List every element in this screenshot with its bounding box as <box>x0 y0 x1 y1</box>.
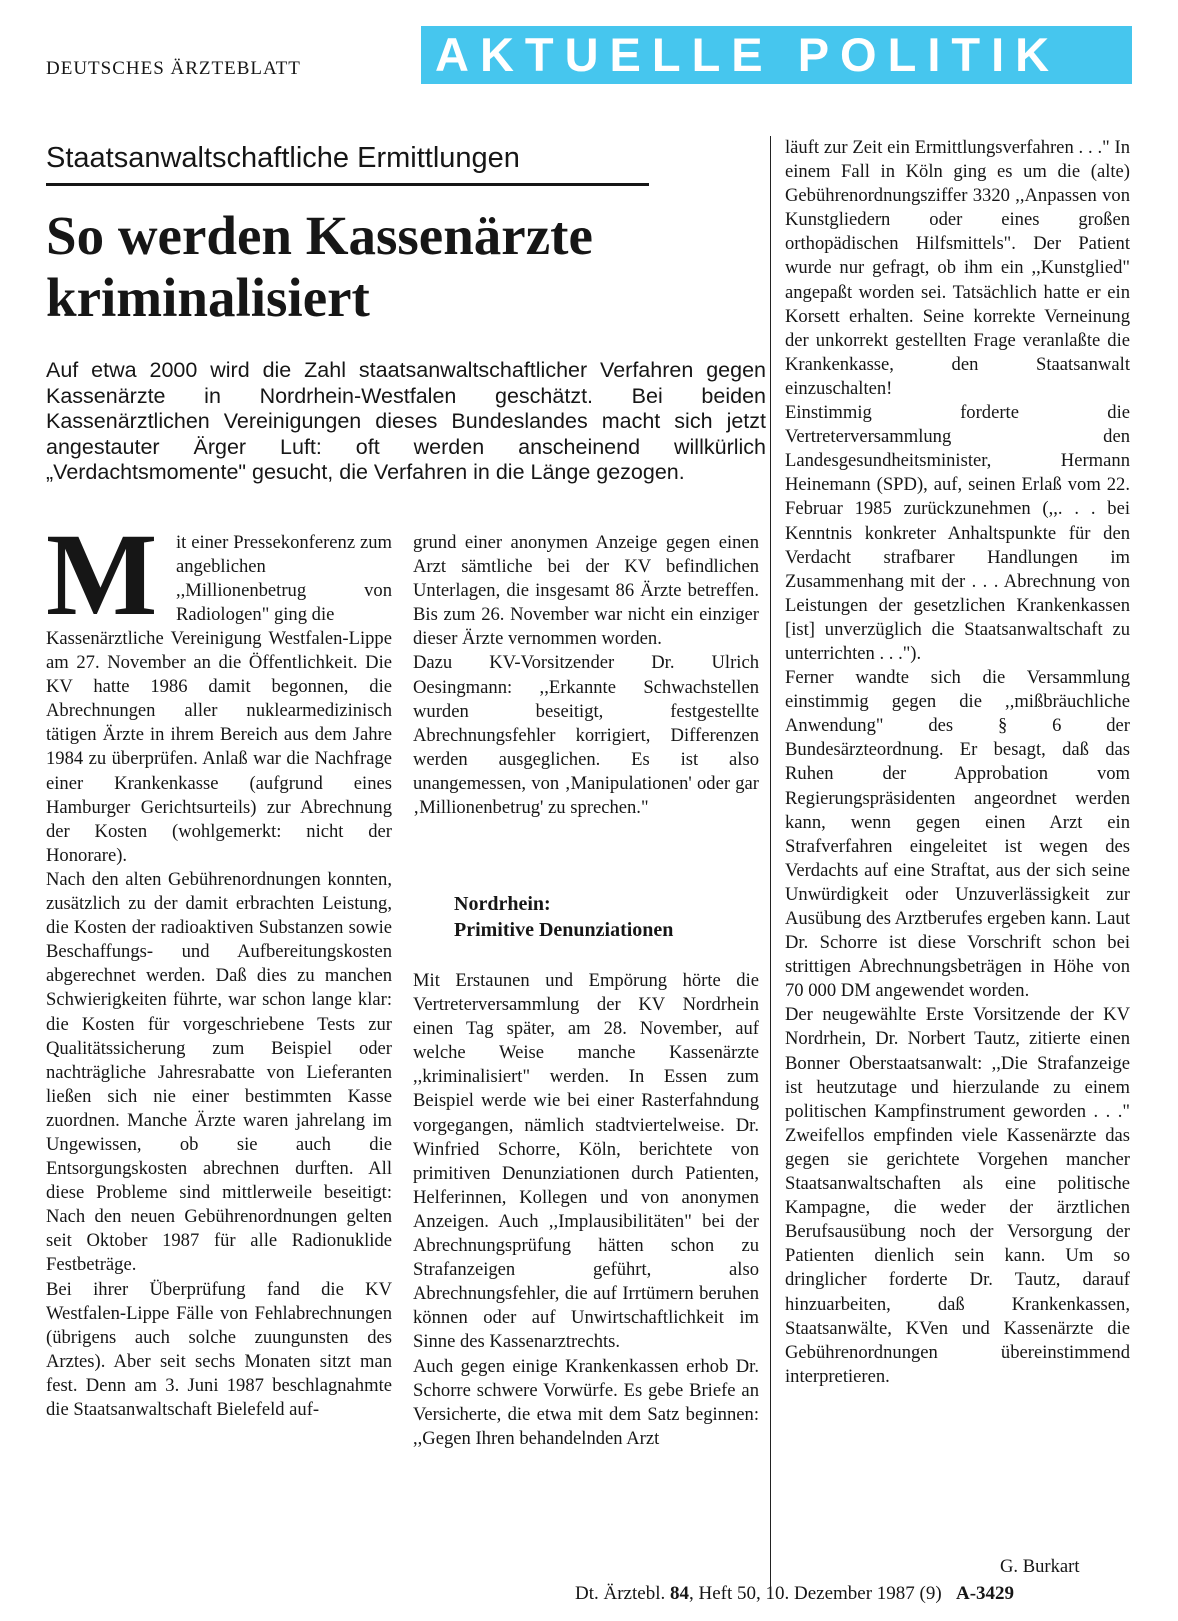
section-subheading: Nordrhein: Primitive Denunziationen <box>454 893 674 941</box>
kicker-underline <box>46 183 649 186</box>
drop-cap: M <box>46 509 158 640</box>
footer-volume: 84 <box>669 1583 689 1604</box>
footer-source: Dt. Ärztebl. <box>575 1583 666 1604</box>
column-2-text-bottom: Mit Erstaunen und Empörung hörte die Vertreterversammlung der KV Nordrhein einen Tag später, am 28. November, auf welche Weise manche Kassenärzte ,,kriminalisiert" werden. In Essen zum Beispiel werde wie bei einer Rasterfahndung vorgegangen, nämlich stadtviertelweise. Dr. Winfried Schorre, Köln, berichtete von primitiven Denunziationen durch Patienten, Helferinnen, Kollegen und von anonymen Anzeigen. Auch ,,Implausibilitäten" bei der Abrechnungsprüfung hätten schon zu Strafanzeigen geführt, also Abrechnungsfehler, die auf Irrtümern beruhen können oder auf Unwirtschaftlichkeit im Sinne des Kassenarztrechts. Auch gegen einige Krankenkassen erhob Dr. Schorre schwere Vorwürfe. Es gebe Briefe an Versicherte, die etwa mit dem Satz beginnen: ,,Gegen Ihren behandelnden Arzt <box>413 970 759 1449</box>
article-headline: So werden Kassenärzte kriminalisiert <box>46 205 593 328</box>
column-1-text: Kassenärztliche Vereinigung Westfalen-Lippe am 27. November an die Öffentlichkeit. Die KV hatte 1986 damit begonnen, die Abrechnungen aller nuklearmedizinisch tätigen Ärzte in ihrem Bereich aus dem Jahre 1984 zu überprüfen. Anlaß war die Nachfrage einer Krankenkasse (aufgrund eines Hamburger Gerichtsurteils) zur Abrechnung der Kosten (wohlgemerkt: nicht der Honorare). Nach den alten Gebührenordnungen konnten, zusätzlich zu der damit erbrachten Leistung, die Kosten der radioaktiven Substanzen sowie Beschaffungs- und Aufbereitungskosten abgerechnet werden. Daß dies zu manchen Schwierigkeiten führte, war schon lange klar: die Kosten für vorgeschriebene Tests zur Qualitätssicherung zum Beispiel oder nachträgliche Jahresrabatte von Lieferanten ließen sich nie einer bestimmten Kasse zuordnen. Manche Ärzte waren jahrelang im Ungewissen, ob sie auch die Entsorgungskosten abrechnen durften. All diese Probleme sind mittlerweile beseitigt: Nach den neuen Gebührenordnungen gelten seit Oktober 1987 für alle Radionuklide Festbeträge. Bei ihrer Überprüfung fand die KV Westfalen-Lippe Fälle von Fehlabrechnungen (übrigens auch solche zuungunsten des Arztes). Aber seit sechs Monaten sitzt man fest. Denn am 3. Juni 1987 beschlagnahmte die Staatsanwaltschaft Bielefeld auf- <box>46 628 392 1420</box>
footer-issue: , Heft 50, 10. Dezember 1987 (9) <box>688 1583 942 1604</box>
article-lead: Auf etwa 2000 wird die Zahl staatsanwaltschaftlicher Verfahren gegen Kassenärzte in Nordrhein-Westfalen geschätzt. Bei beiden Kassenärztlichen Vereinigungen dieses Bundeslandes macht sich jetzt angestauter Ärger Luft: oft werden anscheinend willkürlich „Verdachtsmomente" gesucht, die Verfahren in die Länge gezogen. <box>46 358 766 485</box>
column-1-opening: it einer Pressekonferenz zum angeblichen ,,Millionenbetrug von Radiologen" ging die <box>176 532 392 626</box>
column-3-text: läuft zur Zeit ein Ermittlungsverfahren . . ." In einem Fall in Köln ging es um die (alte) Gebührenordnungsziffer 3320 ,,Anpassen von Kunstgliedern oder eines großen orthopädischen Hilfsmittels". Der Patient wurde nur gefragt, ob ihm ein ,,Kunstglied" angepaßt worden sei. Tatsächlich hatte er ein Korsett erhalten. Seine korrekte Verneinung der unkorrekt gestellten Frage veranlaßte die Krankenkasse, den Staatsanwalt einzuschalten! Einstimmig forderte die Vertreterversammlung den Landesgesundheitsminister, Hermann Heinemann (SPD), auf, seinen Erlaß vom 22. Februar 1985 zurückzunehmen (,,. . . bei Kenntnis konkreter Anhaltspunkte für den Verdacht strafbarer Handlungen im Zusammenhang mit der . . . Abrechnung von Leistungen der gesetzlichen Krankenkassen [ist] unverzüglich die Staatsanwaltschaft zu unterrichten . . ."). Ferner wandte sich die Versammlung einstimmig gegen die ,,mißbräuchliche Anwendung" des § 6 der Bundesärzteordnung. Er besagt, daß das Ruhen der Approbation vom Regierungspräsidenten angeordnet werden kann, wenn gegen einen Arzt ein Strafverfahren eingeleitet ist wegen des Verdachts auf eine Straftat, aus der sich seine Unwürdigkeit oder Unzuverlässigkeit zur Ausübung des Arztberufes ergeben kann. Laut Dr. Schorre ist diese Vorschrift schon bei strittigen Abrechnungsbeträgen in Höhe von 70 000 DM angewendet worden. Der neugewählte Erste Vorsitzende der KV Nordrhein, Dr. Norbert Tautz, zitierte einen Bonner Oberstaatsanwalt: ,,Die Strafanzeige ist heutzutage und hierzulande zu einem politischen Kampfinstrument geworden . . ." Zweifellos empfinden viele Kassenärzte das gegen sie gerichtete Vorgehen mancher Staatsanwaltschaften als eine politische Kampagne, die weder der ärztlichen Berufsausübung noch der Versorgung der Patienten dienlich sein kann. Um so dringlicher forderte Dr. Tautz, darauf hinzuarbeiten, daß Krankenkassen, Staatsanwälte, KVen und Kassenärzte die Gebührenordnungen übereinstimmend interpretieren. <box>785 137 1130 1387</box>
page-footer <box>575 1583 1014 1605</box>
column-divider <box>770 136 771 1587</box>
column-2-text-top: grund einer anonymen Anzeige gegen einen Arzt sämtliche bei der KV befindlichen Unterlagen, die insgesamt 86 Ärzte betreffen. Bis zum 26. November war nicht ein einziger dieser Ärzte vernommen worden. Dazu KV-Vorsitzender Dr. Ulrich Oesingmann: ,,Erkannte Schwachstellen wurden beseitigt, festgestellte Abrechnungsfehler korrigiert, Differenzen werden ausgeglichen. Es ist also unangemessen, von ‚Manipulationen' oder gar ‚Millionenbetrug' zu sprechen." <box>413 532 759 819</box>
author-signature: G. Burkart <box>1000 1556 1080 1577</box>
article-kicker: Staatsanwaltschaftliche Ermittlungen <box>46 142 520 174</box>
section-banner: AKTUELLE POLITIK <box>421 26 1132 84</box>
footer-page-number: A-3429 <box>955 1583 1015 1604</box>
journal-name: DEUTSCHES ÄRZTEBLATT <box>46 58 301 79</box>
